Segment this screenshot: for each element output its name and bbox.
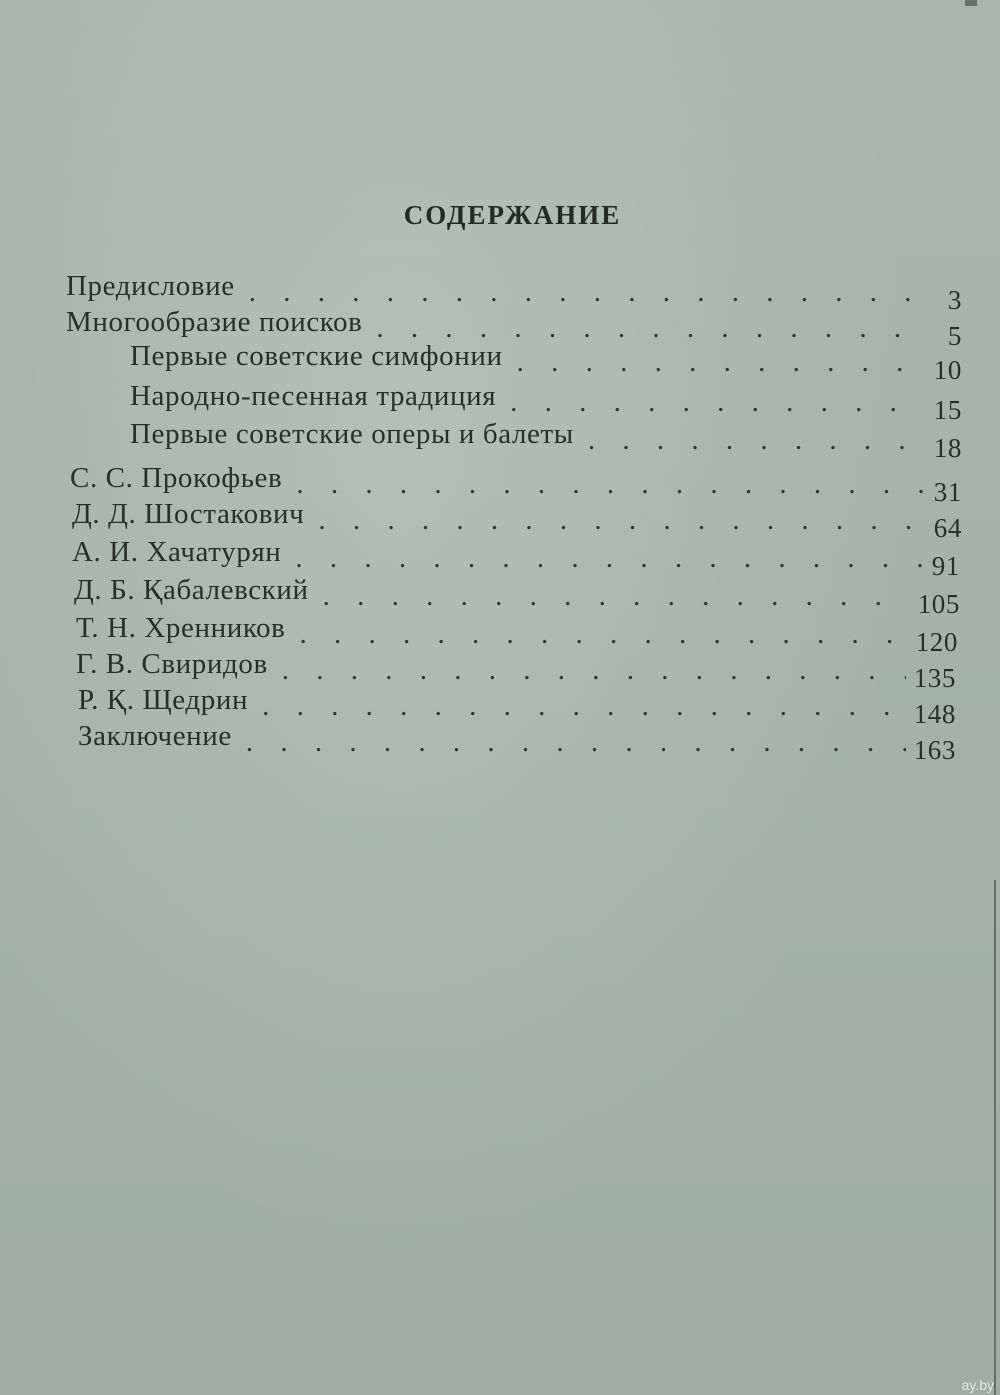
dot-leader: [262, 690, 906, 723]
dot-leader: [295, 542, 922, 575]
toc-entry: [70, 462, 962, 507]
watermark: ay.by: [961, 1377, 994, 1393]
toc-entry-label: Д. Б. Қабалевский: [74, 574, 309, 606]
page-edge-mark: [965, 0, 977, 6]
toc-entry-page: 64: [933, 513, 962, 543]
toc-entry-label: Народно-песенная традиция: [130, 380, 497, 412]
toc-entry: [130, 418, 962, 463]
toc-entry: [130, 380, 962, 425]
toc-entry-page: 91: [931, 551, 960, 581]
toc-entry: [74, 574, 960, 619]
toc-entry-label: Р. Қ. Щедрин: [78, 684, 249, 716]
page-title: СОДЕРЖАНИЕ: [403, 200, 622, 230]
toc-entry-label: А. И. Хачатурян: [72, 536, 282, 568]
toc-entry: [78, 684, 956, 729]
toc-entry-page: 18: [933, 433, 962, 463]
toc-entry-label: Предисловие: [66, 270, 235, 302]
toc-entry-label: С. С. Прокофьев: [70, 462, 283, 494]
toc-entry-page: 10: [933, 355, 962, 385]
dot-leader: [249, 276, 924, 309]
toc-entry-page: 163: [913, 735, 956, 765]
toc-entry: [72, 536, 960, 581]
dot-leader: [318, 504, 924, 537]
toc-entry: [76, 648, 956, 693]
dot-leader: [588, 424, 924, 457]
dot-leader: [299, 618, 907, 651]
toc-entry-label: Первые советские оперы и балеты: [130, 418, 574, 450]
dot-leader: [323, 580, 910, 613]
toc-entry: [130, 340, 962, 385]
toc-entry: [66, 306, 962, 351]
dot-leader: [282, 654, 906, 687]
toc-entry-page: 31: [933, 477, 962, 507]
toc-entry-label: Многообразие поисков: [66, 306, 363, 338]
dot-leader: [296, 468, 924, 501]
toc-entry-page: 148: [913, 699, 956, 729]
toc-entry-label: Г. В. Свиридов: [76, 648, 268, 680]
toc-entry-label: Т. Н. Хренников: [76, 612, 286, 644]
page-edge-line: [994, 880, 996, 1395]
toc-entry: [72, 498, 962, 543]
toc-entry-page: 3: [947, 285, 962, 315]
toc-entry-page: 120: [915, 627, 958, 657]
toc-entry: [78, 720, 956, 765]
toc-entry-label: Д. Д. Шостакович: [72, 498, 305, 530]
toc-entry-label: Заключение: [78, 720, 232, 752]
toc-entry: [76, 612, 958, 657]
toc-entry-page: 105: [917, 589, 960, 619]
toc-entry-label: Первые советские симфонии: [130, 340, 503, 372]
toc-entry-page: 135: [913, 663, 956, 693]
dot-leader: [517, 346, 924, 379]
dot-leader: [510, 386, 924, 419]
dot-leader: [246, 726, 906, 759]
toc-entry-page: 5: [947, 321, 962, 351]
toc-entry: [66, 270, 962, 315]
toc-entry-page: 15: [933, 395, 962, 425]
